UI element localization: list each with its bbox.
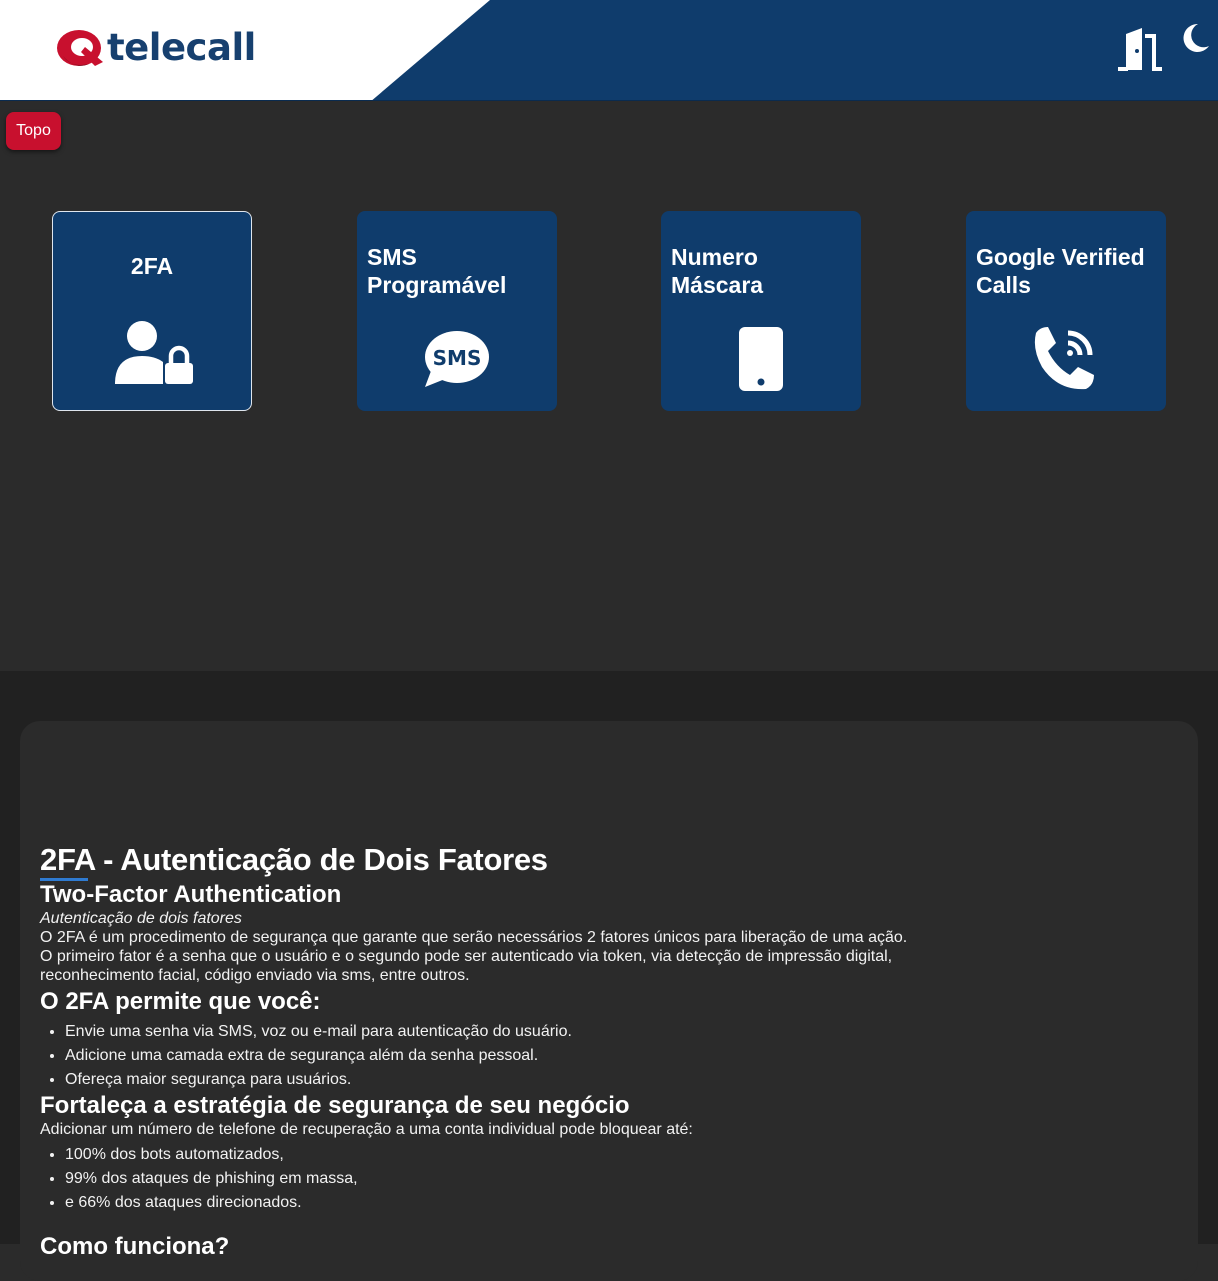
logo-text: telecall bbox=[107, 26, 256, 69]
allows-heading: O 2FA permite que você: bbox=[40, 988, 321, 1015]
list-item: • 100% dos bots automatizados, bbox=[65, 1143, 1040, 1167]
paragraph-2: O primeiro fator é a senha que o usuário e o segundo pode ser autenticado via token, via detecção de impressão digital, reconhecimento facial, código enviado via sms, entre outros. bbox=[40, 948, 893, 984]
allows-list bbox=[40, 1020, 1040, 1092]
card-2fa[interactable] bbox=[52, 211, 252, 411]
card-title: Numero Máscara bbox=[671, 244, 764, 298]
page-title: 2FA - Autenticação de Dois Fatores bbox=[40, 842, 548, 877]
card-numero-mascara[interactable] bbox=[661, 211, 861, 411]
how-it-works-heading: Como funciona? bbox=[40, 1233, 230, 1260]
list-item: • e 66% dos ataques direcionados. bbox=[65, 1191, 1040, 1215]
card-title: 2FA bbox=[130, 253, 174, 279]
card-sms-programavel[interactable] bbox=[357, 211, 557, 411]
app-header bbox=[0, 0, 1218, 101]
topo-button[interactable]: Topo bbox=[6, 112, 61, 150]
telecall-logo-mark bbox=[55, 26, 105, 70]
user-lock-icon bbox=[113, 320, 195, 386]
strategy-intro: Adicionar um número de telefone de recuperação a uma conta individual pode bloquear até: bbox=[40, 1121, 693, 1138]
card-google-verified-calls[interactable] bbox=[966, 211, 1166, 411]
strategy-heading: Fortaleça a estratégia de segurança de seu negócio bbox=[40, 1092, 630, 1119]
svg-text:SMS: SMS bbox=[432, 346, 482, 370]
list-item: • Ofereça maior segurança para usuários. bbox=[65, 1068, 1040, 1092]
strategy-list bbox=[40, 1143, 1040, 1215]
paragraph-1: O 2FA é um procedimento de segurança que garante que serão necessários 2 fatores únicos para liberação de uma ação. bbox=[40, 929, 908, 946]
article-italic-note: Autenticação de dois fatores bbox=[40, 910, 242, 927]
article-subtitle: Two-Factor Authentication bbox=[40, 881, 342, 908]
door-exit-icon[interactable] bbox=[1116, 26, 1164, 72]
article bbox=[40, 841, 1040, 1215]
moon-icon[interactable] bbox=[1180, 22, 1210, 54]
list-item: • Envie uma senha via SMS, voz ou e-mail para autenticação do usuário. bbox=[65, 1020, 1040, 1044]
telecall-logo[interactable] bbox=[55, 26, 256, 70]
smartphone-icon bbox=[739, 327, 783, 393]
list-item: • 99% dos ataques de phishing em massa, bbox=[65, 1167, 1040, 1191]
card-title: Google Verified Calls bbox=[976, 244, 1145, 298]
phone-call-icon bbox=[1032, 323, 1100, 393]
card-title: SMS Programável bbox=[367, 244, 507, 298]
list-item: • Adicione uma camada extra de segurança além da senha pessoal. bbox=[65, 1044, 1040, 1068]
sms-bubble-icon bbox=[423, 329, 491, 389]
